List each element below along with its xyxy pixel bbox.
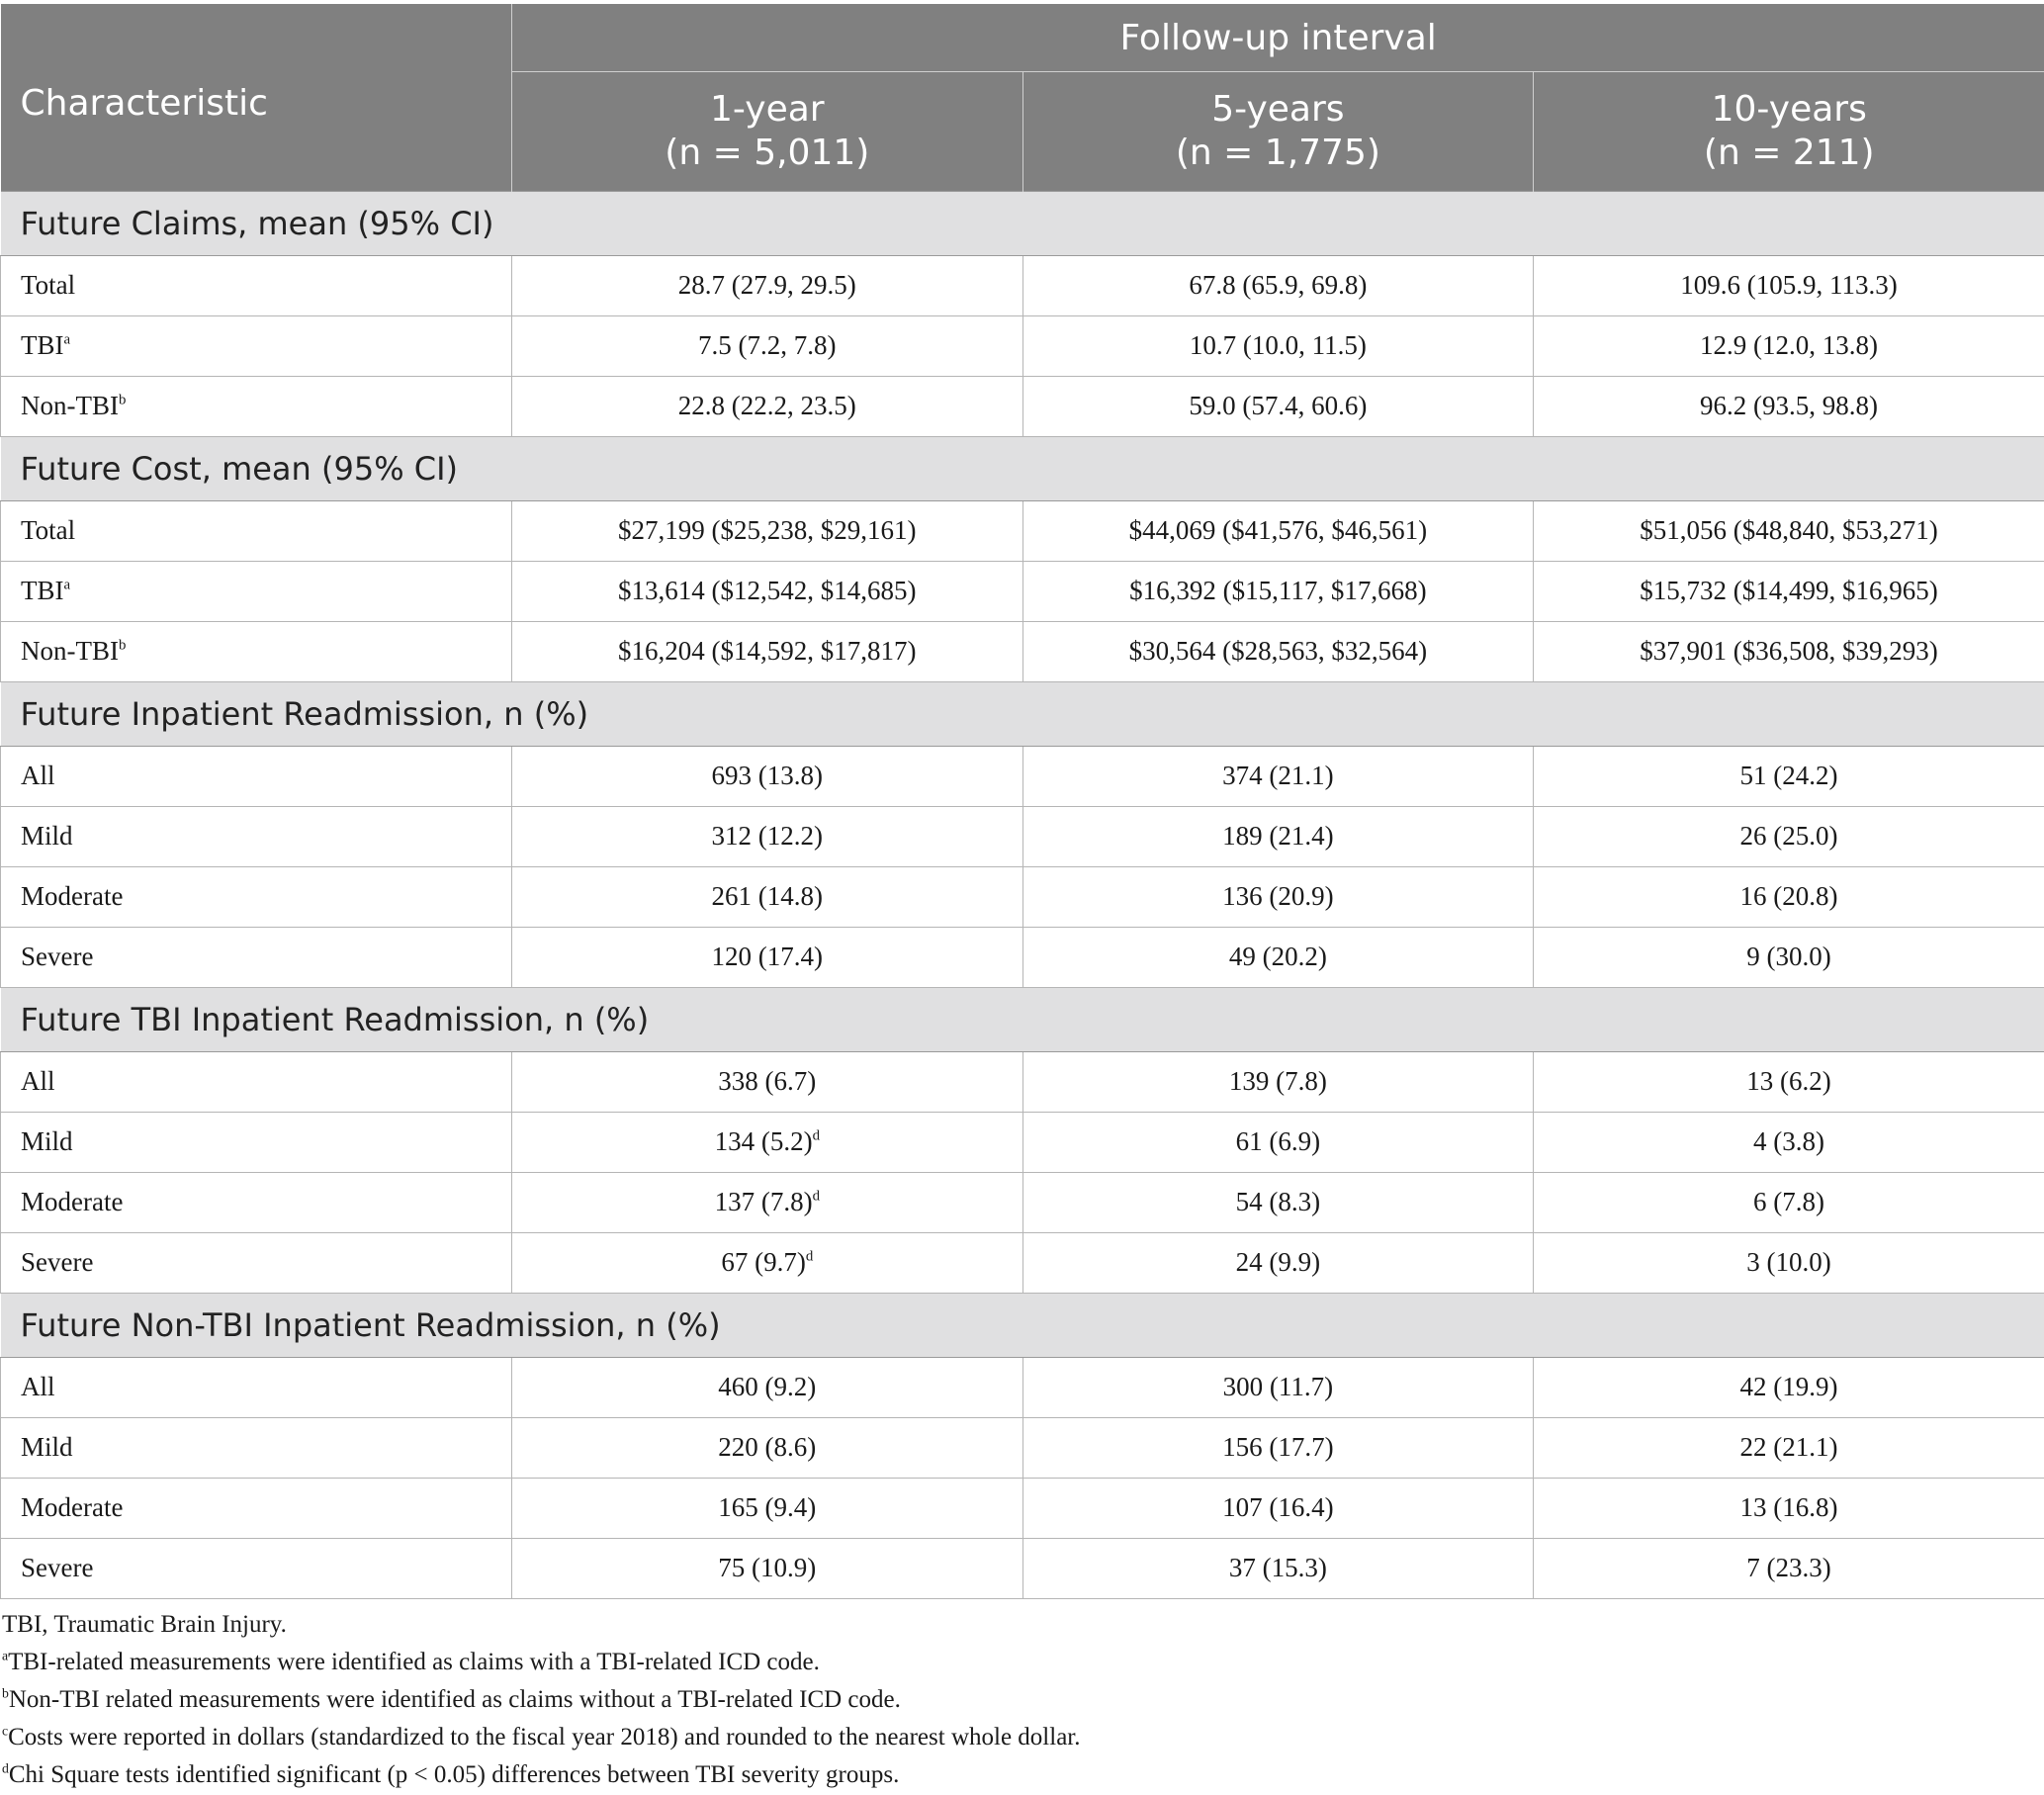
value-cell	[1022, 1232, 1534, 1293]
cell-value: 10.7 (10.0, 11.5)	[1189, 330, 1367, 360]
value-cell	[512, 376, 1023, 436]
value-cell	[512, 806, 1023, 866]
cell-value: 107 (16.4)	[1222, 1492, 1334, 1522]
value-cell	[1534, 376, 2044, 436]
footnote-marker: b	[118, 392, 127, 408]
cell-value: $15,732 ($14,499, $16,965)	[1640, 576, 1938, 605]
section-header-row	[1, 1293, 2044, 1357]
value-cell	[1022, 1538, 1534, 1598]
column-n: (n = 5,011)	[665, 132, 870, 173]
cell-value: 28.7 (27.9, 29.5)	[677, 270, 856, 300]
header-column-row	[1, 72, 2044, 192]
footnote-text: Chi Square tests identified significant (p < 0.05) differences between TBI severity groups.	[8, 1761, 900, 1788]
row-label	[1, 1538, 512, 1598]
table-row	[1, 255, 2044, 315]
value-cell	[1534, 500, 2044, 561]
row-label-text: All	[21, 761, 55, 790]
cell-value: 75 (10.9)	[718, 1553, 817, 1582]
cell-value: 4 (3.8)	[1753, 1126, 1824, 1156]
cell-value: 26 (25.0)	[1739, 821, 1838, 851]
cell-value: 37 (15.3)	[1228, 1553, 1327, 1582]
results-table	[0, 4, 2044, 1599]
footnote	[2, 1606, 1080, 1644]
value-cell	[512, 500, 1023, 561]
row-label	[1, 866, 512, 927]
cell-value: 374 (21.1)	[1222, 761, 1334, 790]
row-label-text: Non-TBI	[21, 391, 119, 420]
cell-value: 7 (23.3)	[1746, 1553, 1831, 1582]
section-title: Future TBI Inpatient Readmission, n (%)	[1, 987, 2044, 1051]
row-label-text: All	[21, 1372, 55, 1401]
value-cell	[1534, 1357, 2044, 1417]
value-cell	[512, 1172, 1023, 1232]
section-header-row	[1, 987, 2044, 1051]
value-cell	[1022, 1172, 1534, 1232]
cell-value: $27,199 ($25,238, $29,161)	[618, 515, 917, 545]
value-cell	[1534, 866, 2044, 927]
row-label-text: Severe	[21, 942, 94, 971]
column-label: 10-years	[1711, 88, 1867, 130]
cell-value: 134 (5.2)	[714, 1126, 813, 1156]
table-row	[1, 927, 2044, 987]
value-cell	[1022, 255, 1534, 315]
footnote	[2, 1644, 1080, 1681]
row-label-text: Mild	[21, 1126, 73, 1156]
value-cell	[512, 1357, 1023, 1417]
value-cell	[1534, 315, 2044, 376]
value-cell	[1534, 1112, 2044, 1172]
cell-value: 13 (16.8)	[1739, 1492, 1838, 1522]
header-group-row	[1, 4, 2044, 72]
row-label-text: Moderate	[21, 1492, 124, 1522]
column-label: 1-year	[710, 88, 825, 130]
section-title: Future Claims, mean (95% CI)	[1, 191, 2044, 255]
cell-value: 22 (21.1)	[1739, 1432, 1838, 1462]
value-cell	[512, 1417, 1023, 1478]
value-cell	[1022, 746, 1534, 806]
value-cell	[1022, 1357, 1534, 1417]
table-row	[1, 1538, 2044, 1598]
cell-value: 51 (24.2)	[1739, 761, 1838, 790]
footnote-marker: c	[2, 1723, 9, 1739]
value-cell	[512, 1051, 1023, 1112]
footnote-marker: d	[812, 1127, 820, 1144]
value-cell	[1534, 1232, 2044, 1293]
footnote-text: TBI, Traumatic Brain Injury.	[2, 1611, 287, 1638]
value-cell	[1534, 1051, 2044, 1112]
row-label-text: Moderate	[21, 1187, 124, 1216]
row-label	[1, 561, 512, 621]
row-label-text: Severe	[21, 1553, 94, 1582]
cell-value: 24 (9.9)	[1235, 1247, 1321, 1277]
cell-value: 16 (20.8)	[1739, 881, 1838, 911]
section-title: Future Non-TBI Inpatient Readmission, n (%)	[1, 1293, 2044, 1357]
cell-value: 312 (12.2)	[711, 821, 824, 851]
table-row	[1, 1478, 2044, 1538]
row-label-text: Mild	[21, 821, 73, 851]
row-label	[1, 376, 512, 436]
row-label	[1, 255, 512, 315]
cell-value: 67.8 (65.9, 69.8)	[1189, 270, 1368, 300]
row-label	[1, 1417, 512, 1478]
footnote-marker: a	[63, 577, 71, 593]
cell-value: 3 (10.0)	[1746, 1247, 1831, 1277]
cell-value: 13 (6.2)	[1746, 1066, 1831, 1096]
cell-value: 7.5 (7.2, 7.8)	[698, 330, 837, 360]
value-cell	[512, 927, 1023, 987]
value-cell	[1534, 1538, 2044, 1598]
cell-value: 6 (7.8)	[1753, 1187, 1824, 1216]
row-label	[1, 1357, 512, 1417]
value-cell	[512, 1232, 1023, 1293]
table-body	[1, 191, 2044, 1598]
row-label	[1, 927, 512, 987]
row-label	[1, 1172, 512, 1232]
value-cell	[1534, 927, 2044, 987]
value-cell	[1022, 500, 1534, 561]
row-label	[1, 500, 512, 561]
table-row	[1, 376, 2044, 436]
row-label	[1, 1232, 512, 1293]
cell-value: 59.0 (57.4, 60.6)	[1189, 391, 1368, 420]
footnote-marker: a	[2, 1648, 9, 1663]
value-cell	[1022, 561, 1534, 621]
value-cell	[1022, 866, 1534, 927]
cell-value: 136 (20.9)	[1222, 881, 1334, 911]
cell-value: $51,056 ($48,840, $53,271)	[1640, 515, 1938, 545]
value-cell	[1534, 1172, 2044, 1232]
follow-up-interval-heading: Follow-up interval	[512, 4, 2044, 72]
value-cell	[1022, 806, 1534, 866]
value-cell	[1022, 1417, 1534, 1478]
cell-value: 42 (19.9)	[1739, 1372, 1838, 1401]
section-header-row	[1, 191, 2044, 255]
footnote-marker: d	[805, 1248, 814, 1265]
table-row	[1, 500, 2044, 561]
cell-value: 189 (21.4)	[1222, 821, 1334, 851]
value-cell	[512, 1112, 1023, 1172]
row-label	[1, 1112, 512, 1172]
table-row	[1, 1357, 2044, 1417]
value-cell	[1534, 561, 2044, 621]
table-row	[1, 561, 2044, 621]
column-n: (n = 211)	[1703, 132, 1875, 173]
row-label	[1, 746, 512, 806]
section-header-row	[1, 436, 2044, 500]
cell-value: 300 (11.7)	[1222, 1372, 1334, 1401]
footnote-text: Costs were reported in dollars (standardized to the fiscal year 2018) and rounded to the nearest whole dollar.	[8, 1724, 1081, 1750]
cell-value: 156 (17.7)	[1222, 1432, 1334, 1462]
value-cell	[1022, 927, 1534, 987]
value-cell	[1022, 315, 1534, 376]
cell-value: $13,614 ($12,542, $14,685)	[618, 576, 917, 605]
footnote-text: Non-TBI related measurements were identified as claims without a TBI-related ICD code.	[8, 1686, 901, 1713]
section-header-row	[1, 681, 2044, 746]
cell-value: $30,564 ($28,563, $32,564)	[1128, 636, 1428, 666]
footnote-marker: d	[2, 1760, 9, 1776]
cell-value: 261 (14.8)	[711, 881, 824, 911]
value-cell	[512, 561, 1023, 621]
row-label-text: Total	[21, 515, 76, 545]
table-row	[1, 1112, 2044, 1172]
footnote	[2, 1756, 1080, 1794]
row-label	[1, 621, 512, 681]
cell-value: 67 (9.7)	[721, 1247, 806, 1277]
value-cell	[512, 315, 1023, 376]
row-label	[1, 315, 512, 376]
row-label-text: Moderate	[21, 881, 124, 911]
section-title: Future Cost, mean (95% CI)	[1, 436, 2044, 500]
cell-value: 12.9 (12.0, 13.8)	[1700, 330, 1878, 360]
row-label	[1, 806, 512, 866]
value-cell	[1022, 376, 1534, 436]
table-row	[1, 1417, 2044, 1478]
column-heading-10-years	[1534, 72, 2044, 192]
value-cell	[1022, 1051, 1534, 1112]
cell-value: $16,204 ($14,592, $17,817)	[618, 636, 917, 666]
cell-value: $44,069 ($41,576, $46,561)	[1128, 515, 1428, 545]
cell-value: 96.2 (93.5, 98.8)	[1700, 391, 1878, 420]
cell-value: 61 (6.9)	[1235, 1126, 1321, 1156]
cell-value: 54 (8.3)	[1235, 1187, 1321, 1216]
value-cell	[512, 746, 1023, 806]
value-cell	[1534, 746, 2044, 806]
footnote-text: TBI-related measurements were identified as claims with a TBI-related ICD code.	[8, 1649, 820, 1675]
value-cell	[512, 866, 1023, 927]
cell-value: 22.8 (22.2, 23.5)	[677, 391, 856, 420]
table-row	[1, 1172, 2044, 1232]
row-label-text: TBI	[21, 576, 64, 605]
row-label	[1, 1478, 512, 1538]
footnote-marker: b	[2, 1685, 9, 1701]
value-cell	[512, 1538, 1023, 1598]
cell-value: 137 (7.8)	[714, 1187, 813, 1216]
value-cell	[1534, 1417, 2044, 1478]
table-row	[1, 315, 2044, 376]
footnote-marker: d	[812, 1188, 820, 1205]
row-label	[1, 1051, 512, 1112]
column-label: 5-years	[1211, 88, 1345, 130]
row-label-text: All	[21, 1066, 55, 1096]
cell-value: 220 (8.6)	[718, 1432, 817, 1462]
cell-value: 120 (17.4)	[711, 942, 824, 971]
cell-value: 338 (6.7)	[718, 1066, 817, 1096]
cell-value: 165 (9.4)	[718, 1492, 817, 1522]
value-cell	[1022, 621, 1534, 681]
cell-value: 460 (9.2)	[718, 1372, 817, 1401]
value-cell	[1534, 806, 2044, 866]
column-n: (n = 1,775)	[1175, 132, 1380, 173]
row-label-text: TBI	[21, 330, 64, 360]
value-cell	[1022, 1478, 1534, 1538]
cell-value: 109.6 (105.9, 113.3)	[1680, 270, 1898, 300]
value-cell	[512, 1478, 1023, 1538]
table-row	[1, 806, 2044, 866]
header-blank-cell	[1, 4, 512, 72]
row-label-text: Non-TBI	[21, 636, 119, 666]
value-cell	[1534, 621, 2044, 681]
table-row	[1, 866, 2044, 927]
section-title: Future Inpatient Readmission, n (%)	[1, 681, 2044, 746]
value-cell	[1022, 1112, 1534, 1172]
cell-value: 9 (30.0)	[1746, 942, 1831, 971]
table-row	[1, 1232, 2044, 1293]
value-cell	[512, 255, 1023, 315]
row-label-text: Severe	[21, 1247, 94, 1277]
column-heading-5-years	[1022, 72, 1534, 192]
row-label-text: Mild	[21, 1432, 73, 1462]
value-cell	[1534, 1478, 2044, 1538]
table-row	[1, 1051, 2044, 1112]
footnote	[2, 1719, 1080, 1756]
cell-value: $16,392 ($15,117, $17,668)	[1129, 576, 1427, 605]
footnote-marker: a	[63, 331, 71, 348]
table-row	[1, 746, 2044, 806]
table-row	[1, 621, 2044, 681]
footnote-marker: b	[118, 637, 127, 654]
value-cell	[1534, 255, 2044, 315]
footnote	[2, 1681, 1080, 1719]
row-label-text: Total	[21, 270, 76, 300]
cell-value: 49 (20.2)	[1228, 942, 1327, 971]
characteristic-heading: Characteristic	[1, 72, 512, 192]
cell-value: 693 (13.8)	[711, 761, 824, 790]
cell-value: 139 (7.8)	[1228, 1066, 1327, 1096]
column-heading-1-year	[512, 72, 1023, 192]
cell-value: $37,901 ($36,508, $39,293)	[1640, 636, 1938, 666]
table-footnotes	[2, 1606, 1080, 1794]
value-cell	[512, 621, 1023, 681]
